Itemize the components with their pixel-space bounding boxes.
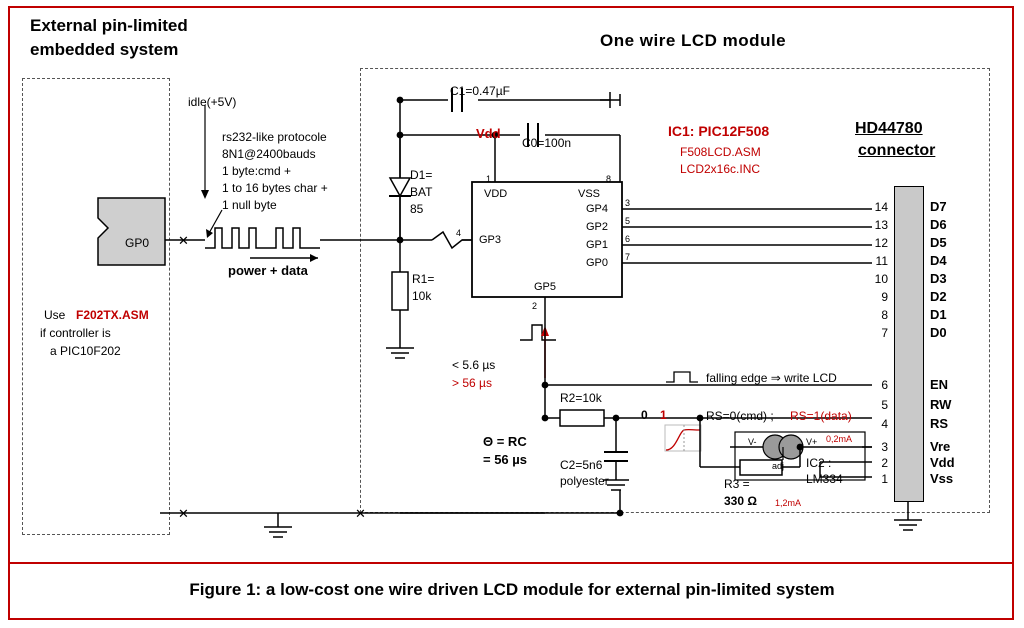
ic1-gp0-label: GP0 [586, 257, 609, 269]
timing-less-label: < 5.6 µs [452, 358, 496, 372]
level-one-label: 1 [660, 408, 667, 422]
vdd-label: Vdd [476, 126, 501, 141]
theta-label-1: Θ = RC [483, 434, 527, 449]
r1-label-2: 10k [412, 289, 432, 303]
figure-caption: Figure 1: a low-cost one wire driven LCD module for external pin-limited system [189, 580, 835, 599]
connector-pin-number: 5 [881, 398, 888, 412]
ic1-file2: LCD2x16c.INC [680, 162, 761, 176]
protocol-line1: rs232-like protocole [222, 130, 327, 144]
hd44780-connector[interactable] [894, 186, 924, 502]
rs-data-label: RS=1(data) [790, 409, 852, 423]
ic1-title: IC1: PIC12F508 [668, 123, 770, 139]
connector-pin-number: 13 [874, 218, 888, 232]
rs-cmd-label: RS=0(cmd) ; [706, 409, 774, 423]
connector-pin-name: D4 [930, 253, 947, 268]
crossing-mark: ✕ [178, 506, 189, 521]
ic1-gp3-label: GP3 [479, 234, 502, 246]
ic1-vss-pin-label: VSS [578, 188, 601, 200]
protocol-line3: 1 byte:cmd + [222, 164, 292, 178]
connector-pin-number: 7 [881, 326, 888, 340]
r3-label-2: 330 Ω [724, 494, 757, 508]
title-right: One wire LCD module [600, 31, 787, 50]
ic2-adj-label: adj [772, 461, 785, 471]
idle-label: idle(+5V) [188, 95, 237, 109]
connector-pin-number: 10 [874, 272, 888, 286]
title-left-line2: embedded system [30, 40, 179, 59]
connector-pin-number: 3 [881, 440, 888, 454]
connector-pin-name: Vdd [930, 455, 955, 470]
protocol-line4: 1 to 16 bytes char + [222, 181, 328, 195]
c2-label-1: C2=5n6 [560, 458, 603, 472]
connector-title-line1: HD44780 [855, 120, 923, 137]
connector-pin-name: Vss [930, 471, 954, 486]
ic2-vplus-label: V+ [806, 437, 818, 447]
ic1-gp4-pin-number: 3 [625, 198, 631, 208]
connector-pin-number: 1 [881, 472, 888, 486]
timing-greater-label: > 56 µs [452, 376, 492, 390]
ic1-gp2-pin-number: 5 [625, 216, 631, 226]
connector-pin-name: RW [930, 397, 952, 412]
ic2-label-2: LM334 [806, 472, 843, 486]
connector-pin-name: D1 [930, 307, 947, 322]
crossing-mark: ✕ [178, 233, 189, 248]
d1-label-3: 85 [410, 202, 424, 216]
ic1-gp1-label: GP1 [586, 239, 609, 251]
r1-label-1: R1= [412, 272, 435, 286]
connector-pin-name: Vre [930, 439, 951, 454]
ic2-vminus-label: V- [748, 437, 757, 447]
left-note-line1: Use [44, 308, 66, 322]
connector-pin-number: 12 [874, 236, 888, 250]
c1-label: C1=0.47µF [450, 84, 510, 98]
connector-title-line2: connector [858, 142, 936, 159]
ic1-gp5-label: GP5 [534, 281, 557, 293]
connector-pin-name: D3 [930, 271, 947, 286]
title-left-line1: External pin-limited [30, 16, 188, 35]
connector-pin-name: RS [930, 416, 949, 431]
ic1-vdd-pin-label: VDD [484, 188, 508, 200]
ic1-file1: F508LCD.ASM [680, 145, 761, 159]
connector-pin-name: D2 [930, 289, 947, 304]
bus-label: power + data [228, 263, 308, 278]
left-note-line3: a PIC10F202 [50, 344, 121, 358]
falling-edge-label: falling edge ⇒ write LCD [706, 371, 837, 385]
connector-pin-number: 6 [881, 378, 888, 392]
ic1-gp2-label: GP2 [586, 221, 609, 233]
ic1-gp1-pin-number: 6 [625, 234, 631, 244]
d1-label-1: D1= [410, 168, 433, 182]
current-02-label: 0,2mA [826, 434, 853, 444]
crossing-mark: ✕ [355, 506, 366, 521]
left-port-label: GP0 [125, 236, 150, 250]
ic1-gp5-pin-number: 2 [532, 301, 538, 311]
connector-pin-name: EN [930, 377, 949, 392]
connector-pin-number: 14 [874, 200, 888, 214]
d1-label-2: BAT [410, 185, 433, 199]
connector-pin-number: 11 [875, 254, 888, 268]
c2-label-2: polyester [560, 474, 609, 488]
r3-label-1: R3 = [724, 477, 750, 491]
connector-pin-name: D0 [930, 325, 947, 340]
ic2-label-1: IC2 : [806, 456, 832, 470]
protocol-line2: 8N1@2400bauds [222, 147, 316, 161]
left-note-file: F202TX.ASM [76, 308, 149, 322]
connector-pin-number: 4 [881, 417, 888, 431]
connector-pin-number: 2 [881, 456, 888, 470]
connector-pin-number: 9 [881, 290, 888, 304]
connector-pin-name: D5 [930, 235, 947, 250]
theta-label-2: = 56 µs [483, 452, 527, 467]
ic1-gp4-label: GP4 [586, 203, 609, 215]
connector-pin-name: D7 [930, 199, 947, 214]
level-zero-label: 0 [641, 408, 648, 422]
ic1-gp3-pin-number: 4 [456, 228, 462, 238]
connector-pin-number: 8 [881, 308, 888, 322]
r2-label: R2=10k [560, 391, 602, 405]
ic1-gp0-pin-number: 7 [625, 252, 631, 262]
current-12-label: 1,2mA [775, 498, 802, 508]
c0-label: C0=100n [522, 136, 572, 150]
protocol-line5: 1 null byte [222, 198, 277, 212]
left-note-line2: if controller is [40, 326, 111, 340]
ic1-vss-pin-number: 8 [606, 174, 612, 184]
ic1-vdd-pin-number: 1 [486, 174, 492, 184]
connector-pin-name: D6 [930, 217, 947, 232]
